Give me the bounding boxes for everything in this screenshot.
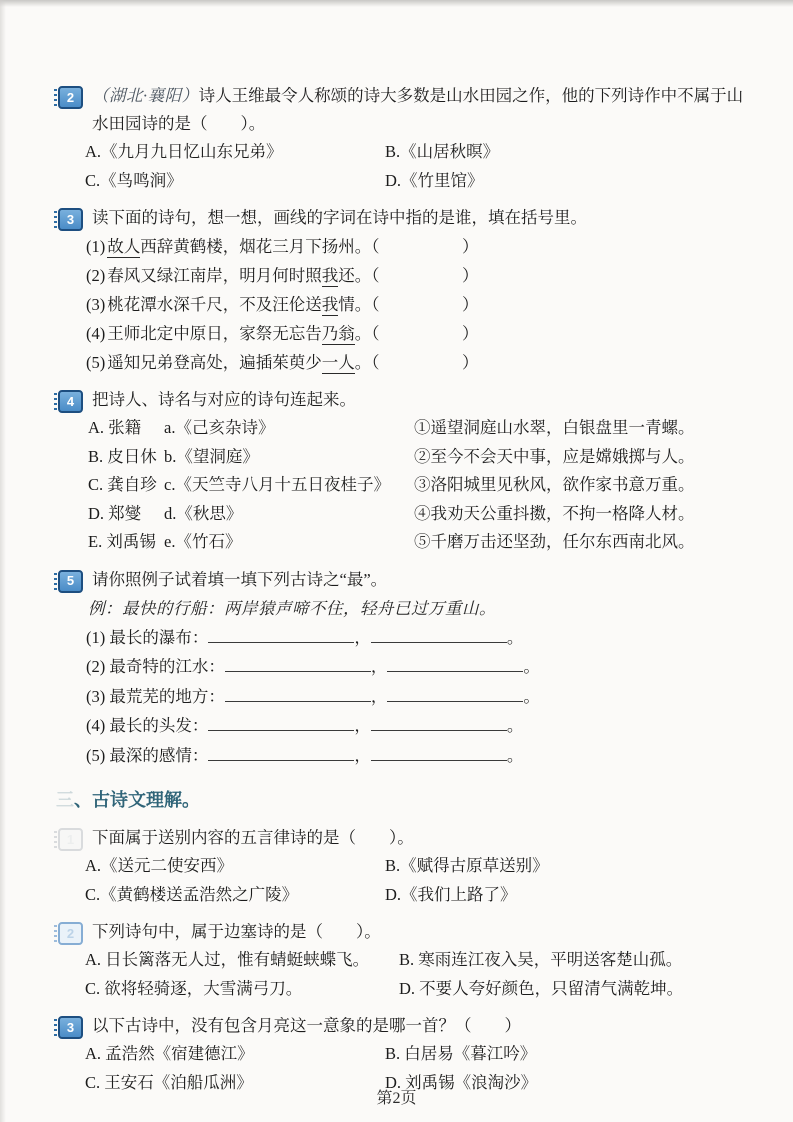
option-d: D.《竹里馆》	[385, 170, 484, 190]
poet: C. 龚自珍	[88, 475, 157, 494]
question-4	[58, 386, 749, 557]
verse-item-2	[86, 261, 749, 290]
fill-blank	[387, 657, 523, 672]
item-label: (2) 最奇特的江水：	[86, 657, 225, 676]
fill-blank	[371, 746, 507, 761]
verse-pre: 王师北定中原日，家祭无忘告	[107, 324, 322, 343]
item-number: (3)	[86, 295, 106, 314]
verse-post: 。	[354, 324, 372, 343]
separator: ，	[370, 686, 388, 706]
verse-pre: 春风又绿江南岸，明月何时照	[107, 266, 322, 285]
verse-post: 西辞黄鹤楼，烟花三月下扬州。	[140, 237, 372, 256]
answer-bracket: （ ）	[371, 295, 479, 314]
match-row-5	[88, 528, 749, 557]
answer-bracket: （ ）	[371, 237, 479, 256]
section-title	[56, 786, 749, 814]
fill-blank	[225, 687, 371, 702]
match-row-1	[88, 414, 749, 443]
answer-bracket: （ ）	[371, 353, 479, 372]
fill-item-4	[86, 711, 749, 741]
period: 。	[506, 716, 524, 735]
match-row-2	[88, 443, 749, 472]
verse-item-3	[86, 290, 749, 319]
question-4-stem-row	[58, 386, 749, 414]
question-number-badge: 3	[58, 208, 83, 231]
fill-blank	[225, 657, 371, 672]
period: 。	[506, 627, 524, 647]
question-number-badge-faded: 1	[58, 828, 83, 851]
question-number-badge: 4	[58, 390, 83, 413]
option-b: B.《山居秋暝》	[385, 142, 500, 161]
fill-blank	[208, 716, 354, 731]
item-number: (1)	[86, 237, 106, 256]
question-stem: 下列诗句中，属于边塞诗的是（ ）。	[92, 922, 381, 941]
option-b: B. 白居易《暮江吟》	[385, 1044, 537, 1063]
separator: ，	[354, 745, 371, 765]
separator: ，	[354, 716, 371, 735]
question-stem	[92, 82, 749, 138]
option-c: C. 欲将轻骑逐，大雪满弓刀。	[85, 978, 303, 998]
period: 。	[506, 745, 524, 765]
fill-item-1	[86, 623, 749, 653]
page-number: 第2页	[376, 1090, 417, 1107]
poem-title: b.《望洞庭》	[164, 446, 259, 466]
separator: ，	[354, 627, 371, 647]
part2-question-2	[58, 918, 749, 1003]
poem-verse: ④我劝天公重抖擞，不拘一格降人材。	[414, 503, 695, 523]
question-number-badge-worn: 2	[58, 922, 83, 945]
option-b: B.《赋得古原草送别》	[385, 856, 549, 875]
period: 。	[523, 686, 540, 706]
verse-item-1	[86, 232, 749, 261]
option-b: B. 寒雨连江夜入吴，平明送客楚山孤。	[399, 950, 683, 969]
underlined-word: 我	[321, 266, 339, 285]
stem-text: 诗人王维最令人称颂的诗大多数是山水田园之作，他的下列诗作中不属于山水田园诗的是（ ）。	[92, 86, 744, 133]
question-3-stem-row	[58, 204, 749, 232]
item-label: (1) 最长的瀑布：	[86, 627, 209, 647]
match-row-3	[88, 471, 749, 500]
period: 。	[523, 657, 540, 676]
option-d: D.《我们上路了》	[385, 884, 517, 904]
poet: A. 张籍	[88, 418, 142, 437]
options	[85, 138, 749, 195]
question-stem: 把诗人、诗名与对应的诗句连起来。	[92, 390, 356, 409]
question-5	[58, 566, 749, 771]
fill-blank	[371, 716, 507, 731]
answer-bracket: （ ）	[371, 324, 479, 343]
underlined-word: 乃翁	[321, 324, 355, 343]
poem-verse: ①遥望洞庭山水翠，白银盘里一青螺。	[414, 418, 695, 437]
poem-title: a.《己亥杂诗》	[164, 418, 275, 437]
poem-title: c.《天竺寺八月十五日夜桂子》	[164, 475, 390, 494]
item-label: (3) 最荒芜的地方：	[86, 686, 225, 706]
fill-item-5	[86, 741, 749, 771]
option-a: A. 日长篱落无人过，惟有蜻蜓蛱蝶飞。	[85, 950, 370, 969]
poem-verse: ⑤千磨万击还坚劲，任尔东西南北风。	[414, 532, 695, 551]
fill-blank	[208, 628, 354, 643]
poem-verse: ③洛阳城里见秋风，欲作家书意万重。	[414, 475, 695, 494]
question-stem: 下面属于送别内容的五言律诗的是（ ）。	[92, 828, 414, 847]
question-number-badge: 3	[58, 1016, 83, 1039]
separator: ，	[370, 657, 388, 676]
underlined-word: 故人	[107, 237, 141, 256]
option-c: C.《鸟鸣涧》	[85, 170, 183, 190]
verse-item-4	[86, 319, 749, 348]
fill-item-3	[86, 682, 749, 712]
verse-pre: 遥知兄弟登高处，遍插茱萸少	[107, 353, 322, 372]
fill-item-2	[86, 652, 749, 682]
question-stem-row	[58, 824, 749, 852]
question-stem: 以下古诗中，没有包含月亮这一意象的是哪一首？（ ）	[92, 1016, 521, 1035]
section-title-text: 、古诗文理解。	[74, 790, 200, 810]
section-number: 三	[56, 790, 74, 810]
option-a: A.《送元二使安西》	[85, 856, 234, 875]
poem-verse: ②至今不会天中事，应是嫦娥掷与人。	[414, 446, 695, 466]
question-3	[58, 204, 749, 377]
option-d: D. 不要人夸好颜色，只留清气满乾坤。	[399, 978, 684, 998]
options	[85, 852, 749, 909]
item-number: (5)	[86, 353, 106, 372]
fill-blank	[371, 628, 507, 643]
question-stem-row	[58, 1012, 749, 1040]
underlined-word: 我	[321, 295, 339, 314]
fill-blank	[387, 687, 523, 702]
poet: D. 郑燮	[88, 503, 142, 523]
region-tag: （湖北·襄阳）	[92, 86, 199, 105]
underlined-word: 一人	[321, 353, 355, 372]
option-a: A.《九月九日忆山东兄弟》	[85, 142, 283, 161]
option-c: C.《黄鹤楼送孟浩然之广陵》	[85, 884, 299, 904]
item-number: (2)	[86, 266, 106, 285]
verse-post: 情。	[338, 295, 372, 314]
verse-pre: 桃花潭水深千尺，不及汪伦送	[107, 295, 322, 314]
verse-post: 还。	[338, 266, 372, 285]
part2-question-1	[58, 824, 749, 909]
match-row-4	[88, 500, 749, 529]
question-number-badge: 2	[58, 86, 83, 109]
item-number: (4)	[86, 324, 106, 343]
question-5-stem-row	[58, 566, 749, 594]
question-number-badge: 5	[58, 570, 83, 593]
verse-item-5	[86, 348, 749, 377]
question-stem-row	[58, 918, 749, 946]
option-d: D. 刘禹锡《浪淘沙》	[385, 1072, 538, 1092]
answer-bracket: （ ）	[371, 266, 479, 285]
poet: E. 刘禹锡	[88, 532, 156, 551]
verse-post: 。	[354, 353, 372, 372]
poem-title: e.《竹石》	[164, 532, 242, 551]
question-2	[58, 82, 749, 195]
item-label: (4) 最长的头发：	[86, 716, 209, 735]
fill-blank	[208, 746, 354, 761]
example-line: 例：最快的行船：两岸猿声啼不住，轻舟已过万重山。	[88, 598, 496, 618]
option-c: C. 王安石《泊船瓜洲》	[85, 1072, 253, 1092]
poem-title: d.《秋思》	[164, 503, 243, 523]
question-stem: 请你照例子试着填一填下列古诗之“最”。	[92, 569, 388, 589]
options	[85, 946, 749, 1003]
question-stem: 读下面的诗句，想一想，画线的字词在诗中指的是谁，填在括号里。	[92, 208, 587, 227]
poet: B. 皮日休	[88, 446, 157, 466]
option-a: A. 孟浩然《宿建德江》	[85, 1044, 254, 1063]
question-2-stem-row	[58, 82, 749, 138]
item-label: (5) 最深的感情：	[86, 745, 209, 765]
